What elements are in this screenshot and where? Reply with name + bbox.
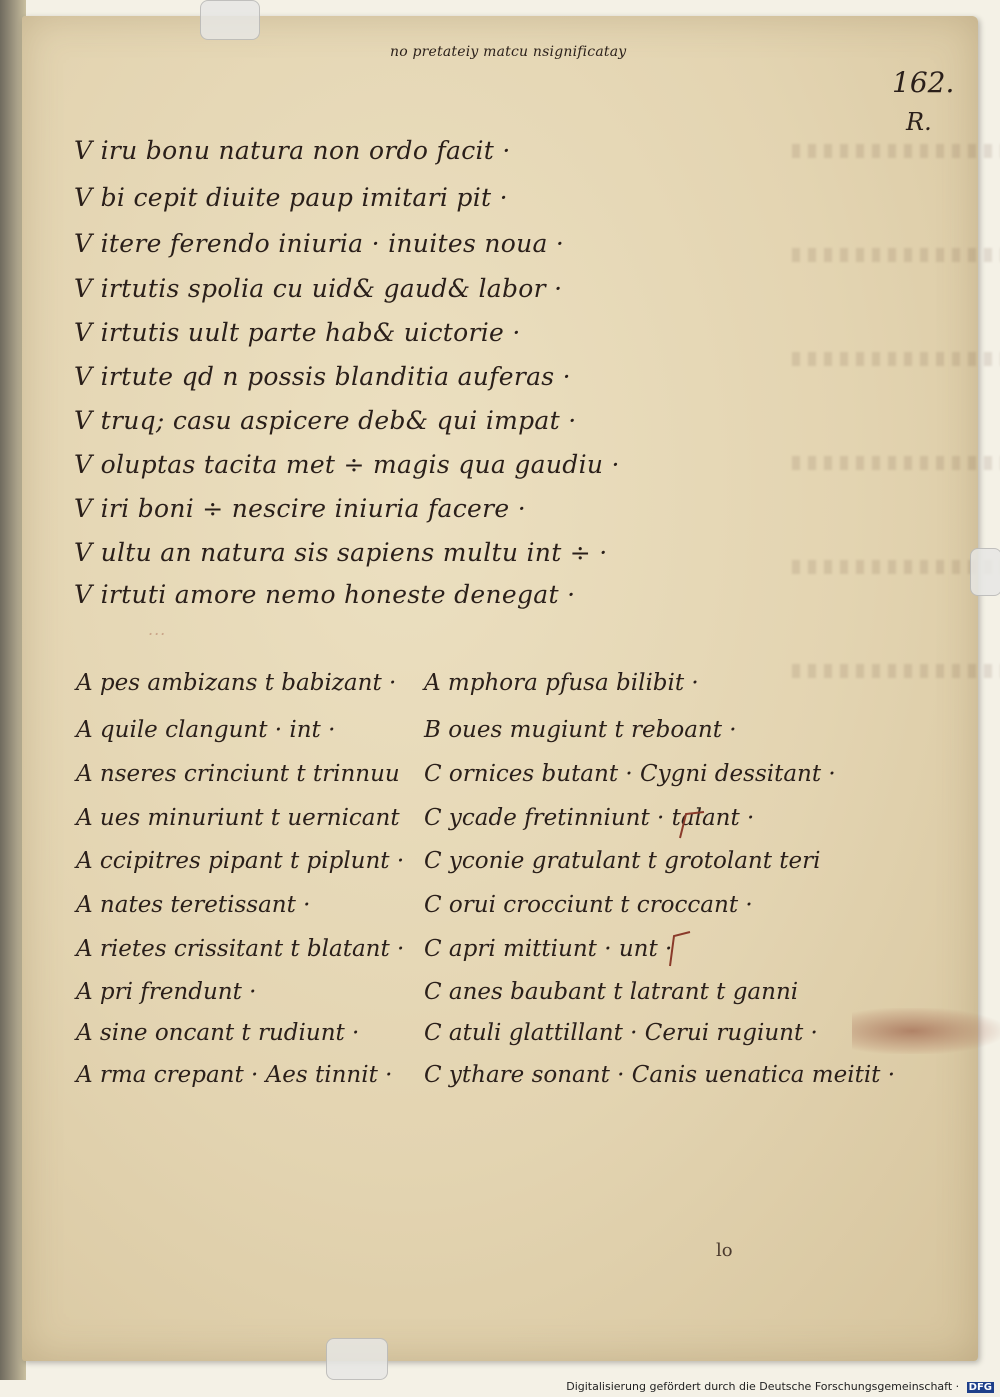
- bleed-through-mark: [792, 352, 1000, 366]
- verse-line: V oluptas tacita met ÷ magis qua gaudiu ·: [74, 450, 620, 479]
- glossary-left-line: A ues minuriunt t uernicant: [76, 805, 400, 831]
- page-clip-bottom: [326, 1338, 388, 1380]
- red-correction-mark: [664, 930, 694, 970]
- glossary-right-line: C ycade fretinniunt · talant ·: [424, 805, 755, 831]
- footer-text: Digitalisierung gefördert durch die Deutsche Forschungsgemeinschaft ·: [566, 1380, 960, 1393]
- ink-stain: [852, 1008, 1000, 1054]
- bleed-through-mark: [792, 456, 1000, 470]
- glossary-right-line: C anes baubant t latrant t ganni: [424, 979, 799, 1005]
- folio-number: 162.: [892, 66, 955, 99]
- page-smudge: lo: [716, 1240, 733, 1261]
- glossary-right-line: B oues mugiunt t reboant ·: [424, 717, 737, 743]
- glossary-right-line: C atuli glattillant · Cerui rugiunt ·: [424, 1020, 818, 1046]
- glossary-left-line: A ccipitres pipant t piplunt ·: [76, 848, 405, 874]
- verse-line: V iri boni ÷ nescire iniuria facere ·: [74, 494, 526, 523]
- page-clip-top: [200, 0, 260, 40]
- verse-line: V irtuti amore nemo honeste denegat ·: [74, 580, 576, 609]
- glossary-right-line: A mphora pfusa bilibit ·: [424, 670, 699, 696]
- glossary-right-line: C orui crocciunt t croccant ·: [424, 892, 753, 918]
- glossary-right-line: C apri mittiunt · unt ·: [424, 936, 673, 962]
- folio-mark: R.: [906, 108, 932, 136]
- glossary-left-line: A pes ambizans t babizant ·: [76, 670, 397, 696]
- header-note: no pretateiy matcu nsignificatay: [390, 44, 627, 60]
- glossary-left-line: A rma crepant · Aes tinnit ·: [76, 1062, 393, 1088]
- red-correction-mark: [676, 810, 706, 840]
- glossary-left-line: A nseres crinciunt t trinnuu: [76, 761, 400, 787]
- glossary-left-line: A pri frendunt ·: [76, 979, 257, 1005]
- glossary-right-line: C ythare sonant · Canis uenatica meitit ·: [424, 1062, 896, 1088]
- verse-line: V bi cepit diuite paup imitari pit ·: [74, 183, 508, 212]
- verse-line: V irtute qd n possis blanditia auferas ·: [74, 362, 571, 391]
- bleed-through-mark: [792, 248, 1000, 262]
- footer-credit: [566, 1380, 994, 1393]
- dfg-logo: DFG: [968, 1382, 992, 1393]
- bleed-through-mark: [792, 560, 1000, 574]
- verse-line: V iru bonu natura non ordo facit ·: [74, 136, 511, 165]
- verse-line: V irtutis spolia cu uid& gaud& labor ·: [74, 274, 563, 303]
- bleed-through-mark: [792, 144, 1000, 158]
- verse-line: V ultu an natura sis sapiens multu int ÷ ·: [74, 538, 608, 567]
- glossary-left-line: A sine oncant t rudiunt ·: [76, 1020, 360, 1046]
- glossary-left-line: A quile clangunt · int ·: [76, 717, 336, 743]
- verse-line: V irtutis uult parte hab& uictorie ·: [74, 318, 521, 347]
- glossary-right-line: C yconie gratulant t grotolant teri: [424, 848, 821, 874]
- verse-line: V itere ferendo iniuria · inuites noua ·: [74, 229, 565, 258]
- verse-line: V truq; casu aspicere deb& qui impat ·: [74, 406, 577, 435]
- bleed-through-mark: [792, 664, 1000, 678]
- glossary-left-line: A nates teretissant ·: [76, 892, 311, 918]
- faint-rubric: ...: [148, 620, 167, 639]
- page-clip-right: [970, 548, 1000, 596]
- glossary-right-line: C ornices butant · Cygni dessitant ·: [424, 761, 836, 787]
- glossary-left-line: A rietes crissitant t blatant ·: [76, 936, 405, 962]
